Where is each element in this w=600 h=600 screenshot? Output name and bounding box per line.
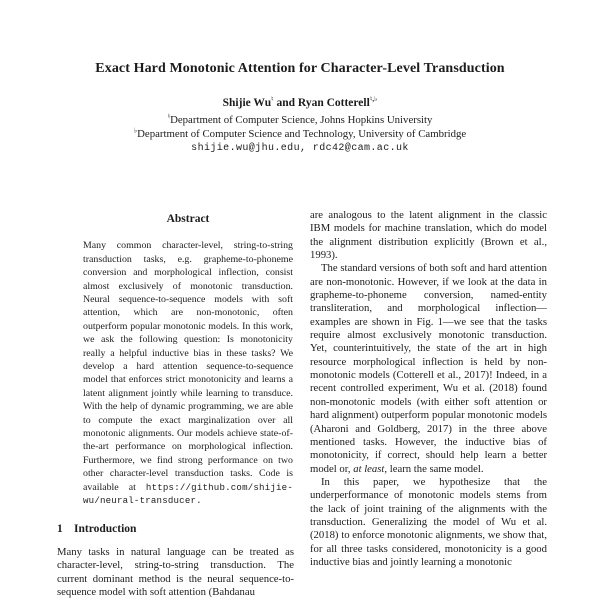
- abstract-heading: Abstract: [166, 213, 210, 225]
- paragraph-2-emphasis: at least: [353, 462, 385, 475]
- section-1-number: 1: [57, 523, 63, 536]
- paragraph-2-text-after: , learn the same model.: [384, 462, 484, 475]
- section-1-title: Introduction: [74, 523, 137, 536]
- right-column-paragraph-2: [310, 262, 547, 476]
- author-name-2: Ryan Cotterell: [297, 97, 370, 109]
- affiliation-line-1: [0, 114, 600, 126]
- section-1-heading: [57, 523, 294, 536]
- affiliation-line-2: [0, 128, 600, 140]
- author-name-1: Shijie Wu: [222, 97, 272, 109]
- abstract-paragraph: [83, 239, 293, 507]
- right-column: [310, 209, 547, 600]
- right-column-paragraph-3: In this paper, we hypothesize that the underperformance of monotonic models stems from the lack of joint training of the alignments with the transduction. Generalizing the model of Wu et al. (2018) to enforce monotonic alignments, we show that, for all three tasks considered, monotonicity is a good inductive bias and jointly learning a monotonic: [310, 475, 547, 568]
- affiliation-1-text: Department of Computer Science, Johns Hopkins University: [170, 114, 433, 126]
- right-column-paragraph-1: are analogous to the latent alignment in the classic IBM models for machine translation, which do model the alignment distribution explicitly (Brown et al., 1993).: [310, 209, 547, 262]
- author-2-affiliation-marker: ♮,♭: [369, 95, 378, 104]
- left-column: [57, 213, 294, 600]
- author-line: [0, 97, 600, 109]
- paper-title: Exact Hard Monotonic Attention for Character-Level Transduction: [95, 61, 505, 76]
- abstract-text: Many common character-level, string-to-string transduction tasks, e.g. grapheme-to-phoneme conversion and morphological inflection, consist almost exclusively of monotonic transduction. Neural sequence-to-sequence models with soft attention, which are non-monotonic, often outperform popular monotonic models. In this work, we ask the following question: Is monotonicity really a helpful inductive bias in these tasks? We develop a hard attention sequence-to-sequence model that enforces strict monotonicity and learns a latent alignment jointly while learning to transduce. With the help of dynamic programming, we are able to compute the exact marginalization over all monotonic alignments. Our models achieve state-of-the-art performance on morphological inflection. Furthermore, we find strong performance on two other character-level transduction tasks. Code is available at: [83, 240, 293, 493]
- author-conjunction: and: [273, 97, 298, 109]
- introduction-paragraph-1: Many tasks in natural language can be treated as character-level, string-to-string transduction. The current dominant method is the neural sequence-to-sequence model with soft attention (Bahdanau: [57, 545, 294, 598]
- author-1-affiliation-marker: ♮: [271, 95, 274, 104]
- affiliation-2-marker: ♭: [133, 126, 138, 135]
- affiliation-1-marker: ♮: [167, 112, 171, 121]
- paragraph-2-text-before: The standard versions of both soft and hard attention are non-monotonic. However, if we look at the data in grapheme-to-phoneme conversion, named-entity transliteration, and morphological inflection—examples are shown in Fig. 1—we see that the tasks require almost exclusively monotonic transduction. Yet, counterintuitively, the state of the art in high resource morphological inflection is held by non-monotonic models (Cotterell et al., 2017)! Indeed, in a recent controlled experiment, Wu et al. (2018) found non-monotonic models (with either soft attention or hard alignment) outperform popular monotonic models (Aharoni and Goldberg, 2017) in the three above mentioned tasks. However, the inductive bias of monotonicity, if correct, should help learn a better model or,: [310, 262, 547, 475]
- code-repository-link[interactable]: https://github.com/shijie-wu/neural-transducer.: [83, 481, 293, 507]
- author-emails: shijie.wu@jhu.edu, rdc42@cam.ac.uk: [191, 143, 409, 154]
- affiliation-2-text: Department of Computer Science and Technology, University of Cambridge: [137, 128, 467, 140]
